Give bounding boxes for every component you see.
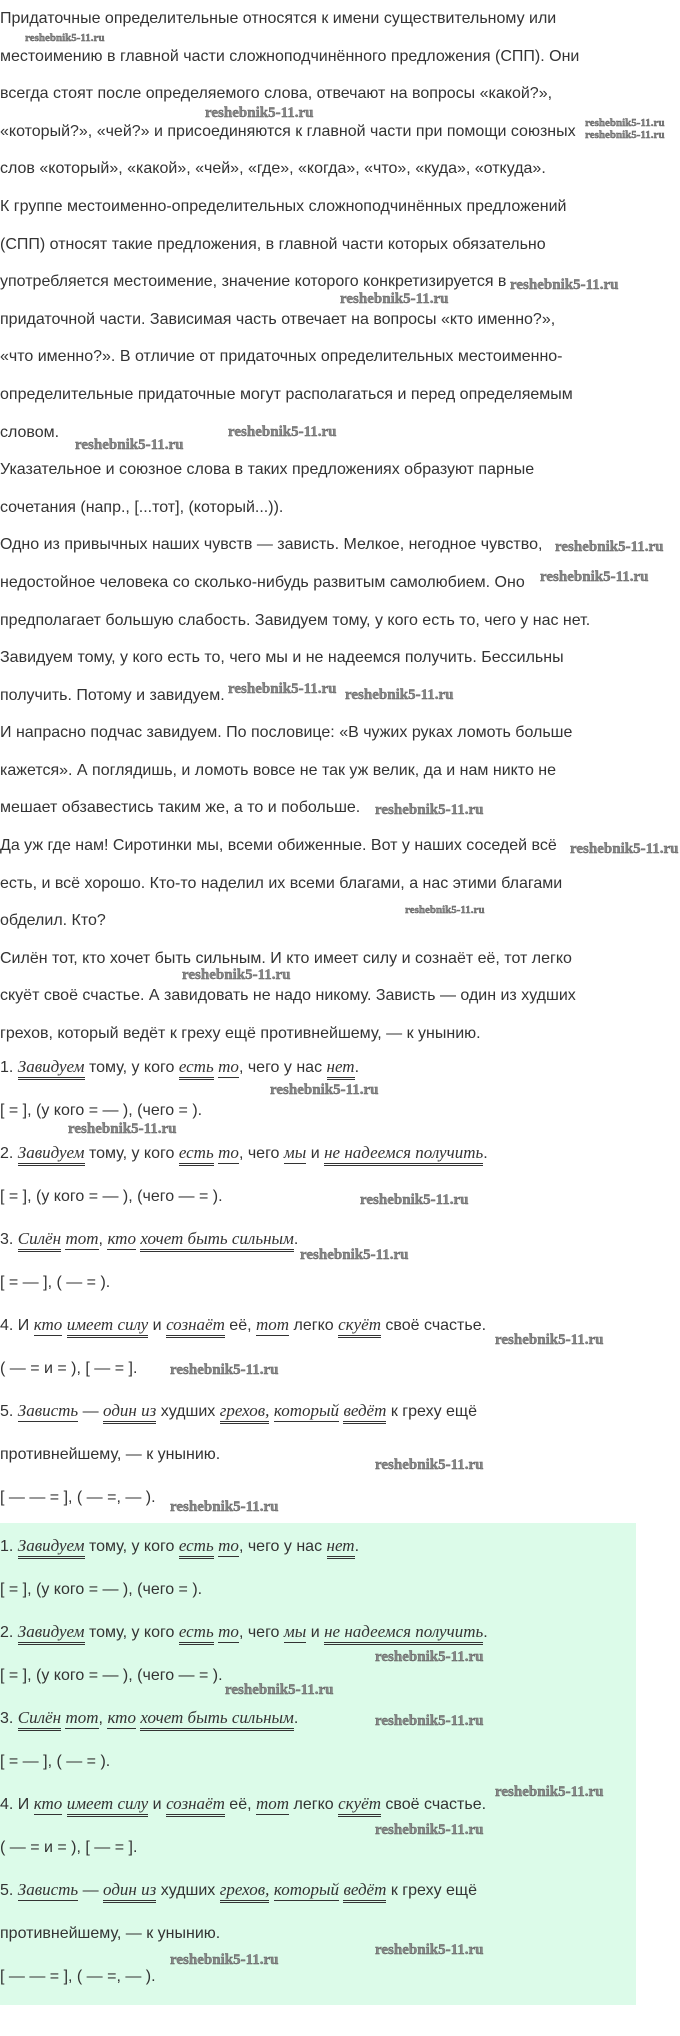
predicate-word: сознаёт xyxy=(166,1794,225,1817)
sentence-text: . xyxy=(293,1710,299,1727)
sentence-text: противнейшему, — к унынию. xyxy=(0,1925,221,1942)
paragraph-line-text: скуёт своё счастье. А завидовать не надо никому. Зависть — один из худших xyxy=(0,987,576,1005)
paragraph-line xyxy=(0,188,680,226)
predicate-word: скуёт xyxy=(338,1794,381,1817)
paragraph xyxy=(0,714,680,827)
sentence-scheme-line xyxy=(0,1826,636,1869)
subject-word: тот xyxy=(65,1708,99,1727)
paragraph-line-text: кажется». А поглядишь, и ломоть вовсе не так уж велик, да и нам никто не xyxy=(0,761,557,779)
analysis-item xyxy=(0,1783,636,1869)
watermark: reshebnik5-11.ru xyxy=(375,1713,484,1729)
watermark: reshebnik5-11.ru xyxy=(228,424,337,440)
predicate-word: есть xyxy=(179,1536,214,1559)
paragraph-line-text: мешает обзавестись таким же, а то и побольше. xyxy=(0,799,361,817)
sentence-text: 3. xyxy=(0,1231,18,1248)
predicate-word: имеет силу xyxy=(67,1794,149,1817)
paragraph-line-text: определительные придаточные могут располагаться и перед определяемым xyxy=(0,385,573,403)
predicate-word: Силён xyxy=(18,1229,61,1252)
sentence-line xyxy=(0,1046,636,1089)
subject-word: кто xyxy=(107,1229,136,1248)
analysis-item xyxy=(0,1132,636,1218)
sentence-scheme: [ = — ], ( — = ). xyxy=(0,1753,111,1770)
sentence-text: 4. И xyxy=(0,1317,34,1334)
sentence-text: и xyxy=(306,1624,325,1641)
paragraph-line xyxy=(0,639,680,677)
sentence-scheme: [ — — = ], ( — =, — ). xyxy=(0,1489,156,1506)
watermark: reshebnik5-11.ru xyxy=(495,1784,604,1800)
sentence-scheme: [ = — ], ( — = ). xyxy=(0,1274,111,1291)
watermark: reshebnik5-11.ru xyxy=(585,117,665,129)
watermark: reshebnik5-11.ru xyxy=(375,802,484,818)
paragraph-line-text: «который?», «чей?» и присоединяются к главной части при помощи союзных xyxy=(0,122,576,140)
paragraph xyxy=(0,188,680,451)
sentence-text: . xyxy=(483,1624,488,1641)
paragraph-line xyxy=(0,526,680,564)
paragraph-line xyxy=(0,940,680,978)
paragraph-line xyxy=(0,489,680,527)
watermark: reshebnik5-11.ru xyxy=(375,1822,484,1838)
analysis-item xyxy=(0,1525,636,1611)
predicate-word: хочет быть сильным xyxy=(140,1229,293,1252)
sentence-line xyxy=(0,1912,636,1955)
answer-block xyxy=(0,1523,636,2005)
sentence-scheme: [ = ], (у кого = — ), (чего — = ). xyxy=(0,1667,223,1684)
sentence-text: и xyxy=(306,1145,325,1162)
predicate-word: Завидуем xyxy=(18,1622,85,1645)
paragraph-line-text: сочетания (напр., [...тот], (который...)). xyxy=(0,498,284,516)
paragraph-line xyxy=(0,451,680,489)
watermark: reshebnik5-11.ru xyxy=(375,1649,484,1665)
subject-word: тот xyxy=(256,1315,290,1334)
sentence-scheme: [ = ], (у кого = — ), (чего — = ). xyxy=(0,1188,223,1205)
subject-word: то xyxy=(218,1536,239,1555)
paragraph-line xyxy=(0,263,680,301)
paragraph-line-text: Придаточные определительные относятся к имени существительному или xyxy=(0,10,557,27)
watermark: reshebnik5-11.ru xyxy=(75,437,184,453)
watermark: reshebnik5-11.ru xyxy=(170,1952,279,1968)
paragraph-line-text: недостойное человека со сколько-нибудь развитым самолюбием. Оно xyxy=(0,573,525,591)
watermark: reshebnik5-11.ru xyxy=(270,1082,379,1098)
sentence-line xyxy=(0,1304,636,1347)
paragraph-line xyxy=(0,338,680,376)
paragraph-line xyxy=(0,414,680,452)
sentence-text: её, xyxy=(224,1796,256,1813)
sentence-text: легко xyxy=(289,1317,339,1334)
paragraph-line-text: слов «который», «какой», «чей», «где», «когда», «что», «куда», «откуда». xyxy=(0,160,546,178)
paragraph-line xyxy=(0,301,680,339)
paragraph-line xyxy=(0,113,680,151)
sentence-scheme-line xyxy=(0,1654,636,1697)
predicate-word: грехов, xyxy=(220,1401,270,1424)
sentence-text: 2. xyxy=(0,1145,18,1162)
sentence-text: и xyxy=(148,1317,167,1334)
sentence-scheme: [ = ], (у кого = — ), (чего = ). xyxy=(0,1581,203,1598)
sentence-text: 5. xyxy=(0,1882,18,1899)
subject-word: то xyxy=(218,1057,239,1076)
paragraph-line xyxy=(0,38,680,76)
subject-word: кто xyxy=(33,1794,63,1813)
sentence-text: её, xyxy=(224,1317,256,1334)
paragraph-line-text: предполагает большую слабость. Завидуем тому, у кого есть то, чего у нас нет. xyxy=(0,611,591,629)
sentence-text: к греху ещё xyxy=(386,1882,477,1899)
sentence-scheme-line xyxy=(0,1952,636,1998)
sentence-text: 1. xyxy=(0,1538,18,1555)
sentence-text: тому, у кого xyxy=(84,1059,179,1076)
paragraph-line xyxy=(0,677,680,715)
sentence-text: , чего xyxy=(238,1624,284,1641)
subject-word: тот xyxy=(256,1794,290,1813)
predicate-word: ведёт xyxy=(343,1880,386,1903)
watermark: reshebnik5-11.ru xyxy=(375,1942,484,1958)
analysis-item xyxy=(0,1869,636,1998)
paragraph-line-text: придаточной части. Зависимая часть отвечает на вопросы «кто именно?», xyxy=(0,310,556,328)
analysis-item xyxy=(0,1304,636,1390)
sentence-text: . xyxy=(483,1145,488,1162)
watermark: reshebnik5-11.ru xyxy=(205,105,314,121)
paragraph-line xyxy=(0,0,680,38)
watermark: reshebnik5-11.ru xyxy=(170,1362,279,1378)
sentence-text: своё счастье. xyxy=(380,1317,487,1334)
paragraph-line-text: К группе местоименно-определительных сложноподчинённых предложений xyxy=(0,197,567,215)
watermark: reshebnik5-11.ru xyxy=(300,1247,409,1263)
analysis-item xyxy=(0,1390,636,1519)
sentence-text: 4. И xyxy=(0,1796,34,1813)
watermark: reshebnik5-11.ru xyxy=(510,277,619,293)
paragraph-line-text: (СПП) относят такие предложения, в главной части которых обязательно xyxy=(0,235,546,253)
watermark: reshebnik5-11.ru xyxy=(228,681,337,697)
sentence-scheme-line xyxy=(0,1568,636,1611)
watermark: reshebnik5-11.ru xyxy=(340,291,449,307)
sentence-line xyxy=(0,1611,636,1654)
paragraph-line-text: словом. xyxy=(0,423,60,441)
predicate-word: нет xyxy=(327,1057,355,1080)
sentence-text: — xyxy=(78,1882,104,1899)
sentence-line xyxy=(0,1218,636,1261)
paragraph-line xyxy=(0,376,680,414)
paragraph-line xyxy=(0,977,680,1015)
paragraph xyxy=(0,0,680,188)
paragraph xyxy=(0,827,680,940)
paragraph-line-text: есть, и всё хорошо. Кто-то наделил их всеми благами, а нас этими благами xyxy=(0,874,563,892)
analysis-item xyxy=(0,1611,636,1697)
sentence-text: и xyxy=(148,1796,167,1813)
predicate-word: Силён xyxy=(18,1708,61,1731)
sentence-scheme-line xyxy=(0,1175,636,1218)
sentence-line xyxy=(0,1132,636,1175)
paragraph-line-text: грехов, который ведёт к греху ещё противнейшему, — к унынию. xyxy=(0,1025,481,1043)
sentence-text: 3. xyxy=(0,1710,18,1727)
sentence-scheme: ( — = и = ), [ — = ]. xyxy=(0,1839,138,1856)
paragraph-line-text: Одно из привычных наших чувств — зависть. Мелкое, негодное чувство, xyxy=(0,536,543,554)
predicate-word: один из xyxy=(103,1401,156,1424)
sentence-analysis xyxy=(0,1046,636,1519)
sentence-line xyxy=(0,1783,636,1826)
subject-word: кто xyxy=(33,1315,63,1334)
watermark: reshebnik5-11.ru xyxy=(570,841,679,857)
paragraph-line-text: И напрасно подчас завидуем. По пословице: «В чужих руках ломоть больше xyxy=(0,724,573,742)
sentence-text: тому, у кого xyxy=(84,1145,179,1162)
paragraph-line xyxy=(0,752,680,790)
sentence-text: , чего xyxy=(238,1145,284,1162)
predicate-word: не надеемся получить xyxy=(324,1143,483,1166)
sentence-text: . xyxy=(354,1059,360,1076)
paragraph-line-text: употребляется местоимение, значение которого конкретизируется в xyxy=(0,273,507,291)
sentence-scheme: [ = ], (у кого = — ), (чего = ). xyxy=(0,1102,203,1119)
subject-word: мы xyxy=(283,1143,307,1162)
paragraph-line xyxy=(0,714,680,752)
sentence-line xyxy=(0,1697,636,1740)
paragraph-line xyxy=(0,226,680,264)
sentence-text: . xyxy=(354,1538,360,1555)
paragraph-line xyxy=(0,150,680,188)
paragraph xyxy=(0,526,680,714)
sentence-text: , xyxy=(98,1710,108,1727)
sentence-text: , чего у нас xyxy=(238,1538,327,1555)
predicate-word: сознаёт xyxy=(166,1315,225,1338)
sentence-text: тому, у кого xyxy=(84,1624,179,1641)
watermark: reshebnik5-11.ru xyxy=(555,539,664,555)
paragraph-line-text: Силён тот, кто хочет быть сильным. И кто имеет силу и сознаёт её, тот легко xyxy=(0,949,572,967)
paragraph-line xyxy=(0,602,680,640)
sentence-text: 5. xyxy=(0,1403,18,1420)
subject-word: тот xyxy=(65,1229,99,1248)
predicate-word: Завидуем xyxy=(18,1057,85,1080)
paragraph-line-text: «что именно?». В отличие от придаточных определительных местоименно- xyxy=(0,348,563,366)
predicate-word: один из xyxy=(103,1880,156,1903)
sentence-line xyxy=(0,1869,636,1912)
sentence-scheme-line xyxy=(0,1261,636,1304)
sentence-text: 2. xyxy=(0,1624,18,1641)
watermark: reshebnik5-11.ru xyxy=(405,904,485,916)
subject-word: то xyxy=(218,1143,239,1162)
subject-word: то xyxy=(218,1622,239,1641)
sentence-scheme-line xyxy=(0,1089,636,1132)
analysis-item xyxy=(0,1218,636,1304)
paragraph-line xyxy=(0,789,680,827)
subject-word: Зависть xyxy=(17,1880,79,1899)
predicate-word: есть xyxy=(179,1057,214,1080)
watermark: reshebnik5-11.ru xyxy=(375,1457,484,1473)
sentence-scheme: ( — = и = ), [ — = ]. xyxy=(0,1360,138,1377)
predicate-word: ведёт xyxy=(343,1401,386,1424)
sentence-text: противнейшему, — к унынию. xyxy=(0,1446,221,1463)
predicate-word: не надеемся получить xyxy=(324,1622,483,1645)
watermark: reshebnik5-11.ru xyxy=(345,687,454,703)
predicate-word: Завидуем xyxy=(18,1143,85,1166)
watermark: reshebnik5-11.ru xyxy=(540,569,649,585)
sentence-text: своё счастье. xyxy=(380,1796,487,1813)
sentence-scheme-line xyxy=(0,1740,636,1783)
paragraph-line xyxy=(0,564,680,602)
watermark: reshebnik5-11.ru xyxy=(225,1682,334,1698)
sentence-text: худших xyxy=(156,1403,220,1420)
analysis-item xyxy=(0,1046,636,1132)
paragraph-line xyxy=(0,827,680,865)
predicate-word: грехов, xyxy=(220,1880,270,1903)
paragraph-line xyxy=(0,75,680,113)
predicate-word: нет xyxy=(327,1536,355,1559)
subject-word: кто xyxy=(107,1708,136,1727)
paragraph-line xyxy=(0,902,680,940)
paragraph-line-text: Да уж где нам! Сиротинки мы, всеми обиженные. Вот у наших соседей всё xyxy=(0,837,557,855)
predicate-word: имеет силу xyxy=(67,1315,149,1338)
paragraph xyxy=(0,940,680,1053)
predicate-word: хочет быть сильным xyxy=(140,1708,293,1731)
sentence-line xyxy=(0,1433,636,1476)
subject-word: мы xyxy=(283,1622,307,1641)
watermark: reshebnik5-11.ru xyxy=(585,129,665,141)
watermark: reshebnik5-11.ru xyxy=(495,1332,604,1348)
subject-word: Зависть xyxy=(17,1401,79,1420)
watermark: reshebnik5-11.ru xyxy=(360,1192,469,1208)
watermark: reshebnik5-11.ru xyxy=(25,32,105,44)
sentence-text: легко xyxy=(289,1796,339,1813)
sentence-line xyxy=(0,1390,636,1433)
paragraph-line-text: Указательное и союзное слова в таких предложениях образуют парные xyxy=(0,461,535,479)
predicate-word: есть xyxy=(179,1143,214,1166)
paragraph-line-text: получить. Потому и завидуем. xyxy=(0,686,225,704)
sentence-scheme: [ — — = ], ( — =, — ). xyxy=(0,1968,156,1985)
sentence-scheme-line xyxy=(0,1476,636,1519)
sentence-text: — xyxy=(78,1403,104,1420)
predicate-word: скуёт xyxy=(338,1315,381,1338)
sentence-scheme-line xyxy=(0,1347,636,1390)
subject-word: который xyxy=(273,1880,339,1899)
paragraph-line-text: обделил. Кто? xyxy=(0,912,106,930)
predicate-word: есть xyxy=(179,1622,214,1645)
sentence-text: , чего у нас xyxy=(238,1059,327,1076)
sentence-text: , xyxy=(98,1231,108,1248)
paragraph xyxy=(0,451,680,526)
sentence-text: тому, у кого xyxy=(84,1538,179,1555)
sentence-text: худших xyxy=(156,1882,220,1899)
analysis-item xyxy=(0,1697,636,1783)
predicate-word: Завидуем xyxy=(18,1536,85,1559)
watermark: reshebnik5-11.ru xyxy=(170,1499,279,1515)
subject-word: который xyxy=(273,1401,339,1420)
paragraph-line-text: местоимению в главной части сложноподчинённого предложения (СПП). Они xyxy=(0,47,580,65)
paragraph-line xyxy=(0,865,680,903)
paragraph-line-text: Завидуем тому, у кого есть то, чего мы и не надеемся получить. Бессильны xyxy=(0,649,564,667)
sentence-line xyxy=(0,1525,636,1568)
paragraph-line-text: всегда стоят после определяемого слова, отвечают на вопросы «какой?», xyxy=(0,85,553,103)
watermark: reshebnik5-11.ru xyxy=(182,967,291,983)
sentence-text: . xyxy=(293,1231,299,1248)
watermark: reshebnik5-11.ru xyxy=(68,1121,177,1137)
sentence-text: 1. xyxy=(0,1059,18,1076)
sentence-text: к греху ещё xyxy=(386,1403,477,1420)
